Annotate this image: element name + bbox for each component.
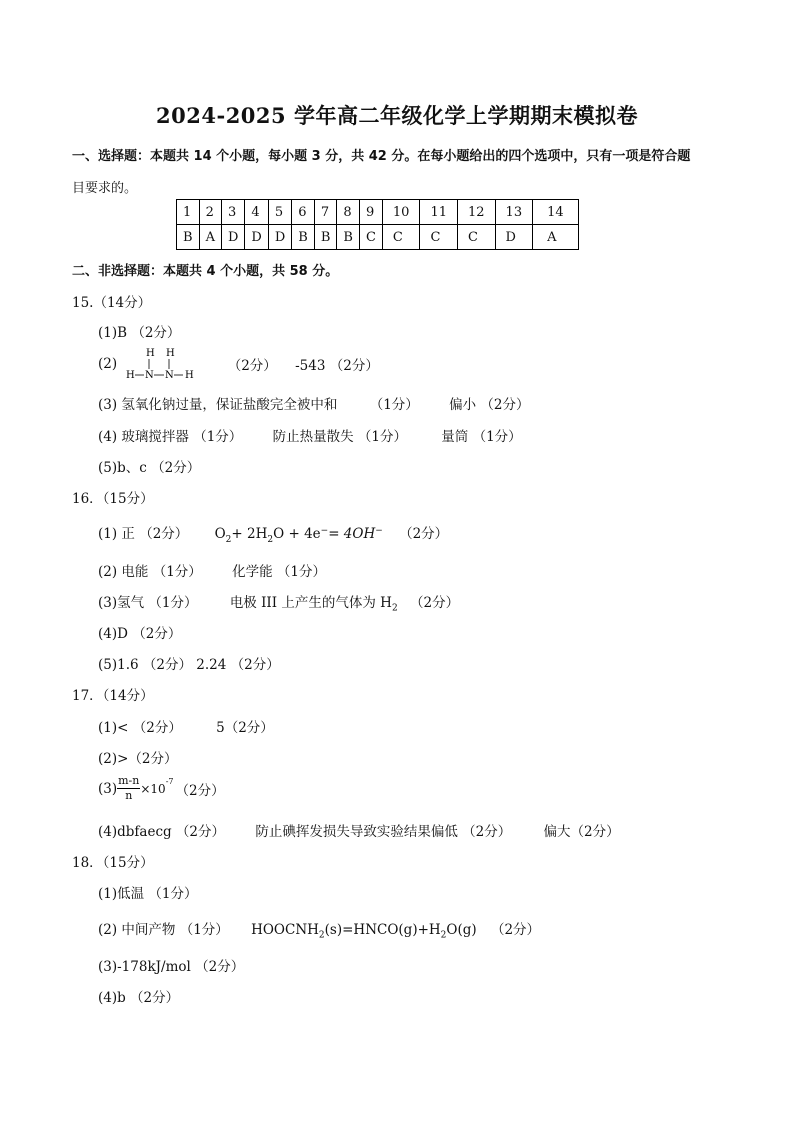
section1-line2: 目要求的。 (72, 181, 138, 196)
table-cell: 7 (314, 200, 337, 225)
atom-h-top-left: H (146, 348, 156, 359)
eq-sup: − (320, 525, 329, 536)
eq-part: = 4OH (328, 526, 376, 542)
fraction (117, 774, 140, 803)
page-title: 2024-2025 学年高二年级化学上学期期末模拟卷 (156, 103, 638, 128)
q15-line5: (5)b、c （2分） (98, 460, 201, 476)
q18-line2-score: （2分） (490, 922, 541, 938)
q16-line3-b-text: 电极 III 上产生的气体为 H (229, 595, 392, 611)
table-cell: 9 (359, 200, 382, 225)
table-cell: A (199, 225, 221, 250)
eq-part: HOOCNH (251, 922, 319, 938)
table-cell: 11 (420, 200, 458, 225)
atom-h-left: H (126, 370, 136, 381)
table-cell: D (268, 225, 291, 250)
answer-table-numbers-row (177, 200, 579, 225)
q15-line2-score: （2分） (227, 358, 277, 374)
table-cell: 6 (292, 200, 315, 225)
q17-line1-b: 5（2分） (216, 720, 274, 736)
table-cell: 4 (245, 200, 268, 225)
q17-line3-score: （2分） (175, 782, 225, 799)
q18-line1: (1)低温 （1分） (98, 886, 198, 902)
eq-sub: 2 (225, 534, 232, 545)
q15-line3-c: 偏小 （2分） (449, 397, 530, 413)
q18-line2 (98, 918, 540, 941)
eq-part: + 2H (231, 526, 268, 542)
q16-line4: (4)D （2分） (98, 626, 182, 642)
q15-line1: (1)B （2分） (98, 325, 181, 341)
atom-h-right: H (185, 370, 195, 381)
q15-line4-a: (4) 玻璃搅拌器 （1分） (98, 429, 243, 445)
q17-line4-b: 防止碘挥发损失导致实验结果偏低 （2分） (255, 824, 512, 840)
table-cell: 3 (221, 200, 244, 225)
table-cell: 2 (199, 200, 221, 225)
q18-line3: (3)-178kJ/mol （2分） (98, 959, 245, 975)
eq-part: (s)=HNCO(g)+H (324, 922, 441, 938)
q17-line2: (2)>（2分） (98, 751, 178, 767)
table-cell: 5 (268, 200, 291, 225)
q16-line3 (98, 591, 459, 614)
q17-heading: 17．（14分） (72, 688, 154, 704)
q16-line5: (5)1.6 （2分） 2.24 （2分） (98, 657, 280, 673)
q18-line2-equation (251, 922, 477, 941)
q17-line3-times: ×10 (140, 781, 166, 796)
q17-line1-a: (1)< （2分） (98, 720, 182, 736)
atom-h-top-right: H (166, 348, 176, 359)
hydrazine-structure (125, 345, 205, 383)
q15-line2-value: -543 （2分） (295, 358, 379, 374)
q16-heading: 16．（15分） (72, 491, 154, 507)
table-cell: 12 (458, 200, 496, 225)
q16-line1-a: (1) 正 （2分） (98, 526, 189, 542)
table-cell: D (221, 225, 244, 250)
eq-sup: − (375, 525, 383, 536)
q16-line3-b (230, 591, 398, 614)
q17-line4-a: (4)dbfaecg （2分） (98, 824, 226, 840)
q16-line2-a: (2) 电能 （1分） (98, 564, 202, 580)
q16-line2 (98, 560, 326, 580)
table-cell: D (495, 225, 533, 250)
eq-part: O (214, 526, 226, 542)
table-cell: 1 (177, 200, 200, 225)
q16-line3-c: （2分） (410, 595, 460, 611)
section1-line1: 一、选择题：本题共 14 个小题，每小题 3 分，共 42 分。在每小题给出的四个选项中，只有一项是符合题 (72, 149, 691, 164)
q16-line1-score: （2分） (399, 526, 449, 542)
eq-sub: 2 (318, 930, 325, 941)
table-cell: 10 (382, 200, 420, 225)
q15-line2 (98, 345, 379, 383)
q16-line1-equation (215, 526, 383, 545)
table-cell: A (533, 225, 579, 250)
table-cell: 14 (533, 200, 579, 225)
q16-line2-b: 化学能 （1分） (232, 564, 326, 580)
q17-line3 (98, 774, 225, 803)
eq-sub: 2 (440, 930, 447, 941)
q15-line3 (98, 393, 530, 413)
table-cell: C (420, 225, 458, 250)
q17-line3-prefix: (3) (98, 780, 118, 797)
eq-sub: 2 (267, 534, 274, 545)
q15-line4 (98, 425, 522, 445)
q16-line1 (98, 522, 448, 545)
eq-part: O + 4e (273, 526, 321, 542)
table-cell: C (458, 225, 496, 250)
q18-heading: 18．（15分） (72, 855, 154, 871)
answer-table (176, 199, 579, 250)
q17-line4 (98, 820, 620, 840)
table-cell: 13 (495, 200, 533, 225)
atom-n-right: N (165, 370, 175, 381)
table-cell: B (177, 225, 200, 250)
q18-line2-a: (2) 中间产物 （1分） (98, 922, 229, 938)
table-cell: 8 (337, 200, 360, 225)
eq-sub: 2 (391, 603, 398, 614)
section2-heading: 二、非选择题：本题共 4 个小题，共 58 分。 (72, 264, 339, 279)
q17-line4-c: 偏大（2分） (543, 824, 620, 840)
q15-line4-b: 防止热量散失 （1分） (272, 429, 407, 445)
table-cell: B (292, 225, 315, 250)
answer-table-answers-row (177, 225, 579, 250)
eq-part: O(g) (446, 922, 477, 938)
q16-line3-a: (3)氢气 （1分） (98, 595, 198, 611)
fraction-denominator: n (125, 789, 133, 802)
atom-n-left: N (145, 370, 155, 381)
table-cell: C (359, 225, 382, 250)
q15-line3-a: (3) 氢氧化钠过量，保证盐酸完全被中和 (98, 397, 338, 413)
table-cell: C (382, 225, 420, 250)
fraction-numerator: m-n (118, 774, 140, 787)
q17-line1 (98, 716, 274, 736)
table-cell: D (245, 225, 268, 250)
q15-heading: 15.（14分） (72, 295, 152, 311)
q15-line4-c: 量筒 （1分） (441, 429, 522, 445)
q15-line2-prefix: (2) (98, 356, 118, 372)
table-cell: B (337, 225, 360, 250)
table-cell: B (314, 225, 337, 250)
q17-line3-exp: -7 (165, 777, 174, 786)
q15-line3-b: （1分） (369, 397, 419, 413)
q18-line4: (4)b （2分） (98, 990, 180, 1006)
